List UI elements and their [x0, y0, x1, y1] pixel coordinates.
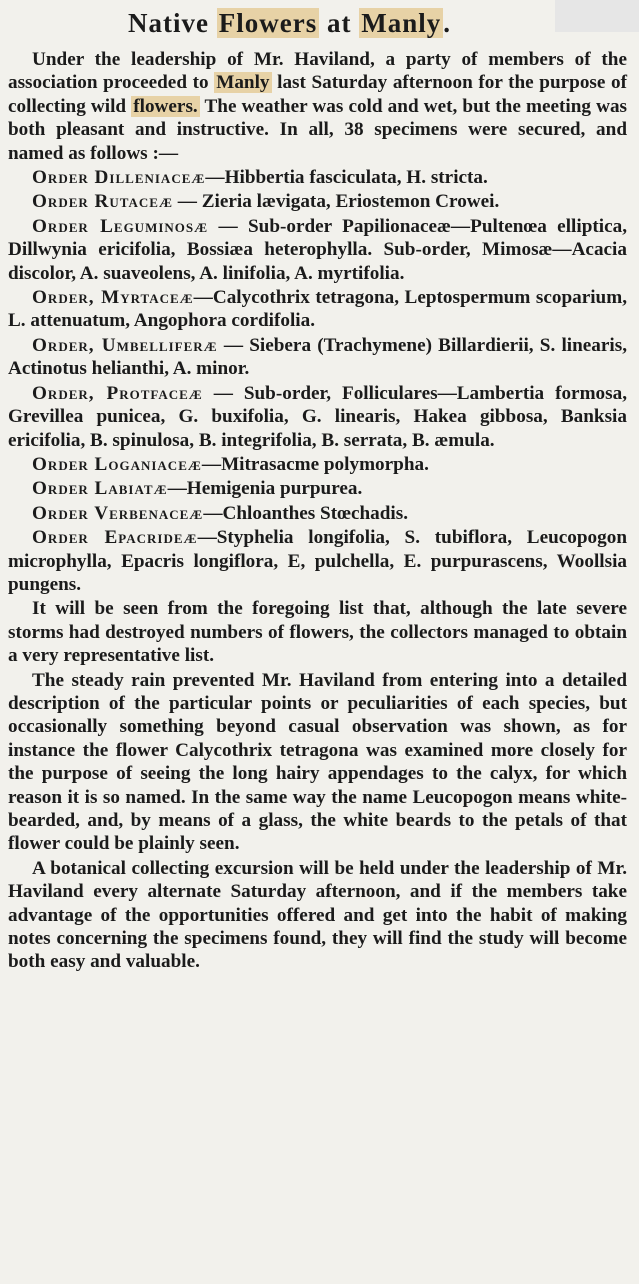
- order-heading: Order Dilleniaceæ: [32, 167, 206, 189]
- order-species: —Styphelia longifolia, S. tubiflora, Leucopogon microphylla, Epacris longiflora, E, pulchella, E. purpurascens, Woollsia pungens.: [8, 527, 627, 595]
- order-species: —Hemigenia purpurea.: [167, 478, 363, 500]
- intro-highlight-manly: Manly: [216, 72, 270, 94]
- excursion-paragraph: A botanical collecting excursion will be held under the leadership of Mr. Haviland every alternate Saturday afternoon, and if the members take advantage of the opportunities offered and get into the habit of making notes concerning the specimens found, they will find the study will become both easy and valuable.: [8, 857, 627, 973]
- order-list-item: [8, 453, 627, 476]
- order-list-item: [8, 334, 627, 381]
- order-heading: Order Loganiaceæ: [32, 453, 202, 475]
- order-list-item: [8, 286, 627, 333]
- title-mid: at: [319, 8, 360, 38]
- article-title: [8, 6, 627, 40]
- order-list-item: [8, 502, 627, 525]
- intro-text-a: Under the leadership of Mr. Haviland, a party of members of the association proceeded to: [8, 49, 627, 94]
- title-pre: Native: [128, 8, 217, 38]
- order-heading: Order, Protfaceæ: [32, 382, 203, 404]
- order-heading: Order Verbenaceæ: [32, 502, 204, 524]
- order-heading: Order Rutaceæ: [32, 191, 173, 213]
- order-species: — Siebera (Trachymene) Billardierii, S. linearis, Actinotus helianthi, A. minor.: [8, 334, 627, 380]
- title-highlight-flowers: Flowers: [218, 8, 318, 38]
- order-heading: Order Labiatæ: [32, 478, 168, 500]
- order-species: —Hibbertia fasciculata, H. stricta.: [205, 167, 488, 189]
- intro-text-c: The weather was cold and wet, but the meeting was both pleasant and instructive. In all, 38 specimens were secured, and named as follows :—: [8, 95, 628, 164]
- order-heading: Order Epacrideæ: [32, 527, 198, 549]
- order-list-item: [8, 190, 627, 213]
- order-list-item: [8, 382, 627, 452]
- order-heading: Order, Umbelliferæ: [32, 334, 218, 356]
- title-highlight-manly: Manly: [361, 8, 442, 38]
- order-species: —Chloanthes Stœchadis.: [203, 502, 409, 524]
- title-post: .: [443, 8, 451, 38]
- intro-text-b: last Saturday afternoon for the purpose of collecting wild: [8, 72, 627, 117]
- order-list-item: [8, 166, 627, 189]
- order-list-item: [8, 526, 627, 596]
- article-body: [8, 48, 627, 974]
- order-species: — Zieria lævigata, Eriostemon Crowei.: [172, 191, 500, 213]
- order-species: — Sub-order Papilionaceæ—Pultenœa elliptica, Dillwynia ericifolia, Bossiæa heterophylla. Sub-order, Mimosæ—Acacia discolor, A. suaveolens, A. linifolia, A. myrtifolia.: [8, 215, 627, 284]
- order-species: — Sub-order, Folliculares—Lambertia formosa, Grevillea punicea, G. buxifolia, G. linearis, Hakea gibbosa, Banksia ericifolia, B. spinulosa, B. integrifolia, B. serrata, B. æmula.: [8, 382, 627, 451]
- order-list-item: [8, 477, 627, 500]
- intro-highlight-flowers: flowers.: [133, 95, 198, 117]
- summary-paragraph: It will be seen from the foregoing list that, although the late severe storms had destroyed numbers of flowers, the collectors managed to obtain a very representative list.: [8, 598, 627, 667]
- order-heading: Order Leguminosæ: [32, 215, 209, 237]
- intro-paragraph: [8, 48, 627, 165]
- order-list-item: [8, 215, 627, 285]
- scan-margin: [555, 0, 639, 32]
- order-heading: Order, Myrtaceæ: [32, 287, 194, 309]
- order-species: —Calycothrix tetragona, Leptospermum scoparium, L. attenuatum, Angophora cordifolia.: [8, 287, 628, 332]
- observation-paragraph: The steady rain prevented Mr. Haviland from entering into a detailed description of the particular points or peculiarities of each species, but occasionally something beyond casual observation was shown, as for instance the flower Calycothrix tetragona was examined more closely for the purpose of seeing the long hairy appendages to the calyx, for which reason it is so named. In the same way the name Leucopogon means white-bearded, and, by means of a glass, the white beards to the petals of that flower could be plainly seen.: [8, 669, 627, 855]
- order-species: —Mitrasacme polymorpha.: [201, 453, 429, 475]
